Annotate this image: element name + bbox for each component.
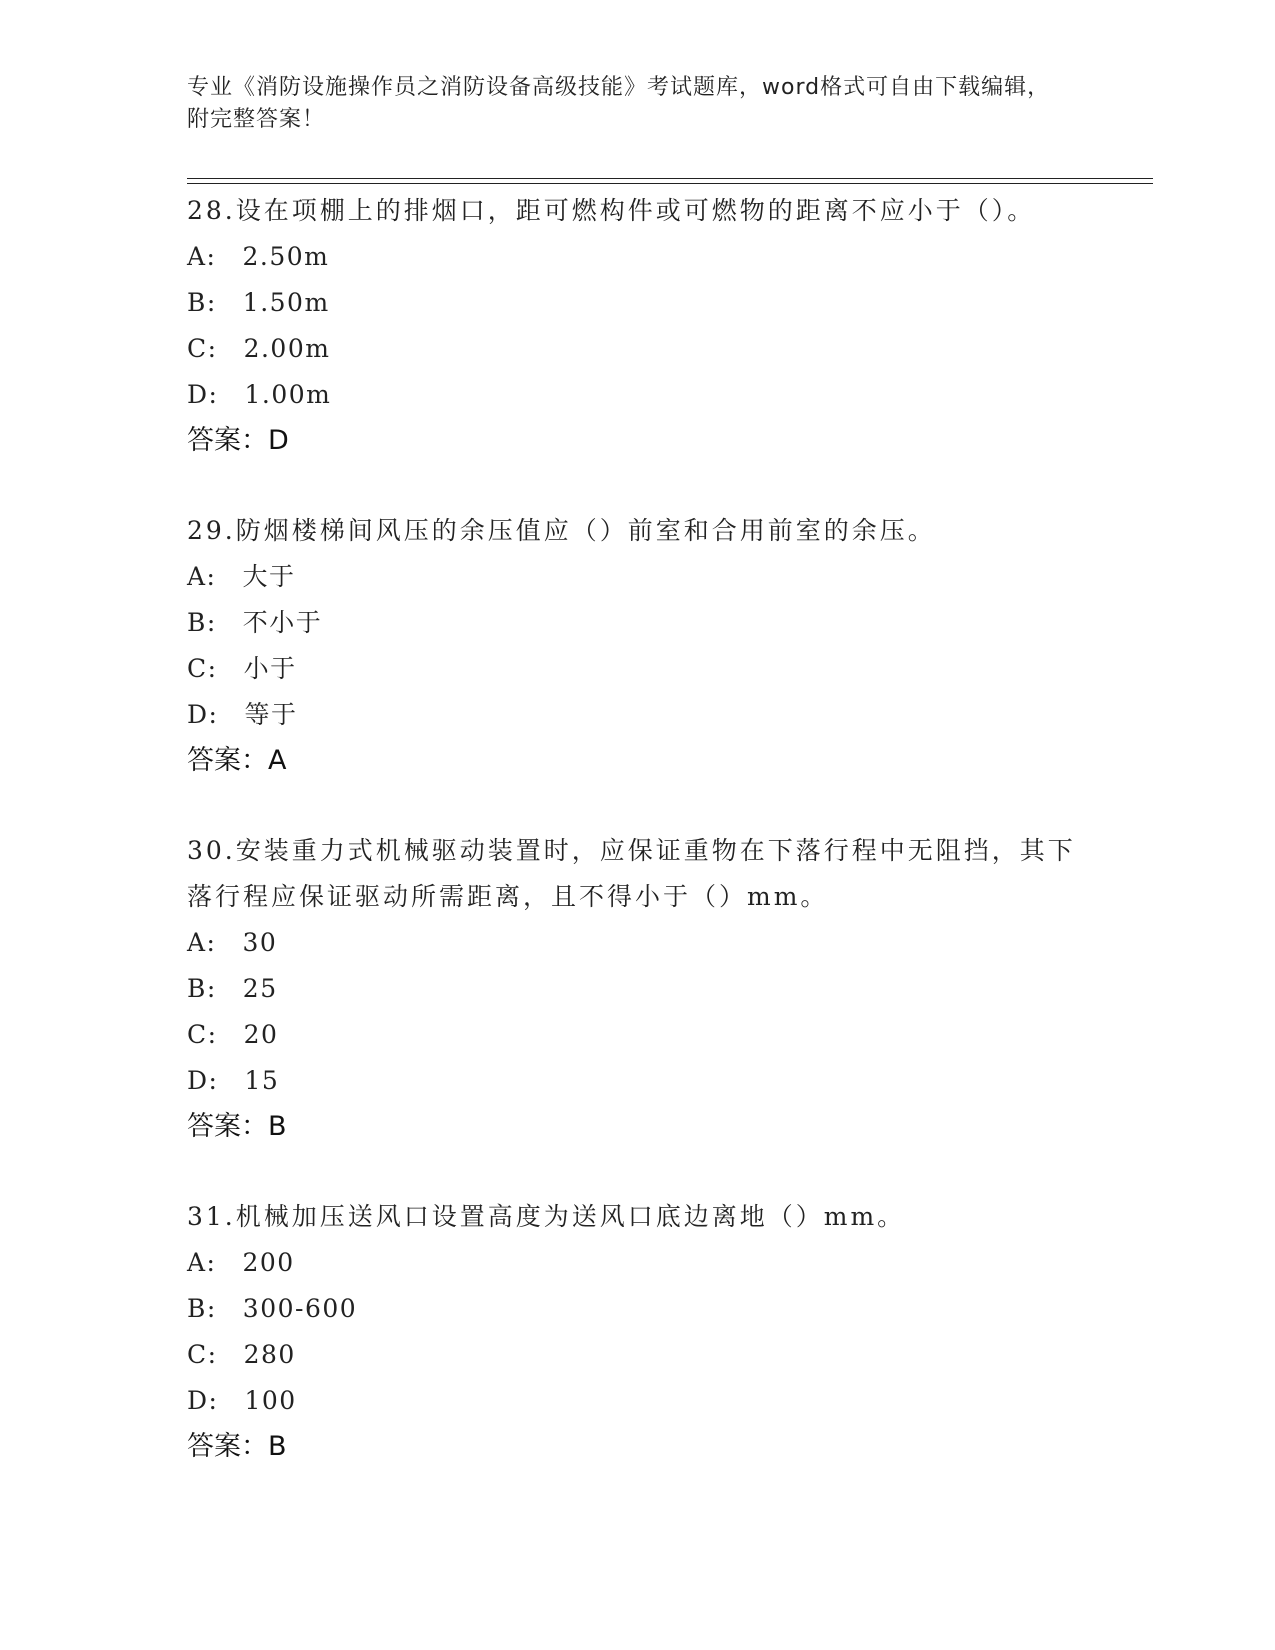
answer-line: 答案：D	[187, 425, 289, 456]
option-b	[187, 280, 1087, 326]
option-letter: A:	[187, 562, 217, 591]
header-divider-top	[187, 178, 1153, 179]
option-letter: B:	[187, 288, 217, 317]
option-value: 15	[244, 1066, 280, 1095]
option-b	[187, 1286, 1087, 1332]
option-letter: A:	[187, 928, 217, 957]
option-value: 等于	[244, 700, 298, 729]
option-letter: D:	[187, 700, 219, 729]
option-value: 200	[242, 1248, 295, 1277]
question-31	[187, 1194, 1087, 1470]
option-value: 100	[244, 1386, 297, 1415]
option-letter: D:	[187, 380, 219, 409]
document-intro: 专业《消防设施操作员之消防设备高级技能》考试题库，word格式可自由下载编辑，附完整答案！	[187, 75, 1051, 132]
option-c	[187, 326, 1087, 372]
option-c	[187, 1012, 1087, 1058]
option-d	[187, 1378, 1087, 1424]
option-letter: C:	[187, 334, 218, 363]
question-text: 31.机械加压送风口设置高度为送风口底边离地（）mm。	[187, 1202, 906, 1231]
question-30	[187, 828, 1087, 1150]
option-value: 1.00m	[244, 380, 332, 409]
option-value: 2.00m	[243, 334, 331, 363]
option-value: 20	[243, 1020, 279, 1049]
option-letter: A:	[187, 1248, 217, 1277]
option-d	[187, 1058, 1087, 1104]
option-letter: D:	[187, 1386, 219, 1415]
question-29	[187, 508, 1087, 784]
option-letter: B:	[187, 1294, 217, 1323]
option-value: 2.50m	[242, 242, 330, 271]
option-b	[187, 966, 1087, 1012]
answer-line: 答案：B	[187, 1111, 287, 1142]
option-value: 300-600	[242, 1294, 358, 1323]
option-c	[187, 1332, 1087, 1378]
header-divider-bottom	[187, 183, 1153, 184]
option-c	[187, 646, 1087, 692]
option-value: 280	[243, 1340, 296, 1369]
option-a	[187, 920, 1087, 966]
option-a	[187, 554, 1087, 600]
option-letter: D:	[187, 1066, 219, 1095]
question-text: 29.防烟楼梯间风压的余压值应（）前室和合用前室的余压。	[187, 516, 936, 545]
option-d	[187, 692, 1087, 738]
question-text: 28.设在项棚上的排烟口，距可燃构件或可燃物的距离不应小于（）。	[187, 196, 1036, 225]
option-value: 不小于	[242, 608, 323, 637]
option-a	[187, 1240, 1087, 1286]
option-value: 30	[242, 928, 278, 957]
question-text: 30.安装重力式机械驱动装置时，应保证重物在下落行程中无阻挡，其下落行程应保证驱动所需距离，且不得小于（）mm。	[187, 836, 1076, 911]
option-a	[187, 234, 1087, 280]
option-d	[187, 372, 1087, 418]
option-letter: C:	[187, 1020, 218, 1049]
option-letter: B:	[187, 974, 217, 1003]
option-letter: C:	[187, 1340, 218, 1369]
option-value: 小于	[243, 654, 297, 683]
option-b	[187, 600, 1087, 646]
answer-line: 答案：B	[187, 1431, 287, 1462]
option-letter: A:	[187, 242, 217, 271]
option-letter: C:	[187, 654, 218, 683]
option-value: 大于	[242, 562, 296, 591]
option-letter: B:	[187, 608, 217, 637]
answer-line: 答案：A	[187, 745, 287, 776]
option-value: 1.50m	[242, 288, 330, 317]
question-28	[187, 188, 1087, 464]
option-value: 25	[242, 974, 278, 1003]
